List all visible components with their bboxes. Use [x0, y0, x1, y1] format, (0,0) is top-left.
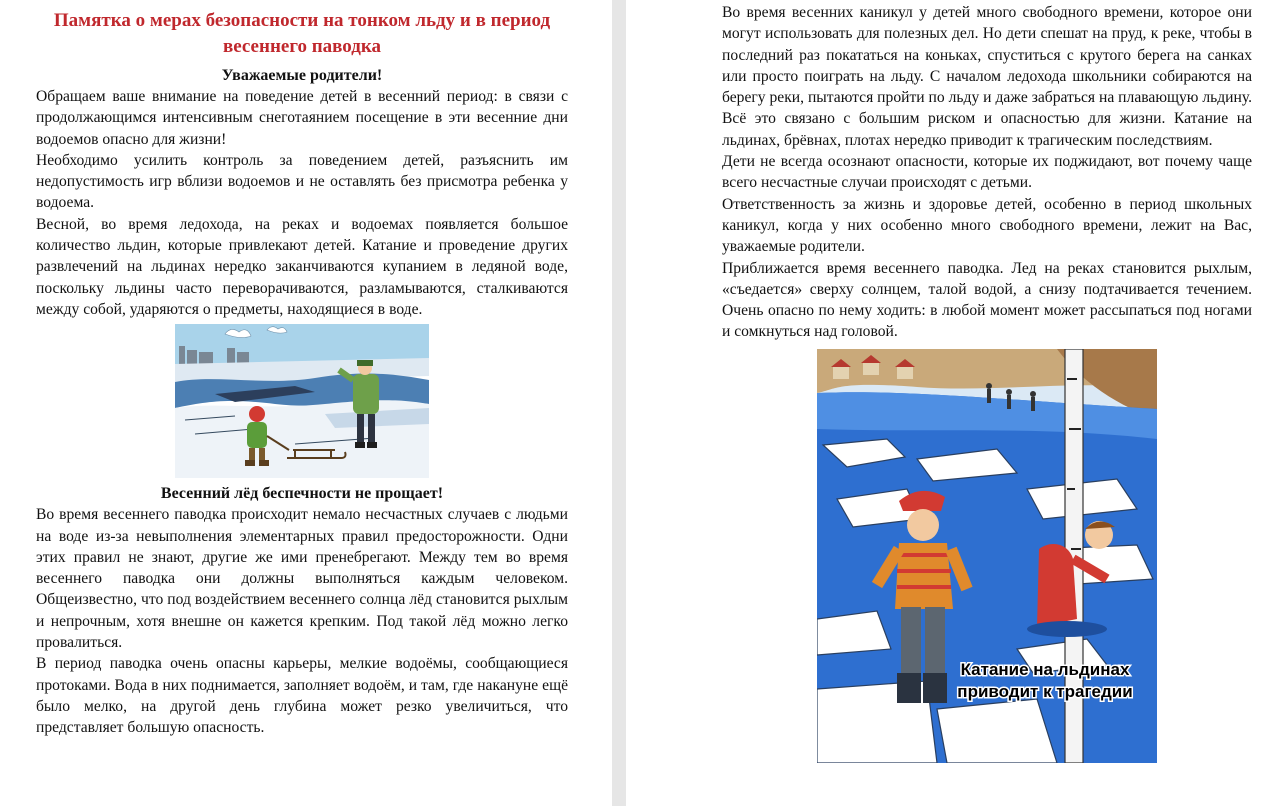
paragraph: Во время весеннего паводка происходит немало несчастных случаев с людьми на воде из-за невыполнения элементарных правил предосторожности. Одни этих правил не знают, другие же ими пренебрегают. Между тем во время весеннего паводка они должны выполняться каждым человеком. Общеизвестно, что под воздействием весеннего солнца лёд становится рыхлым и непрочным, хотя внешне он кажется крепким. Под такой лёд можно легко провалиться.: [36, 506, 568, 652]
paragraph: Приближается время весеннего паводка. Лед на реках становится рыхлым, «съедается» сверху солнцем, талой водой, а снизу подтачивается течением. Очень опасно по нему ходить: в любой момент может рассыпаться под ногами и сомкнуться над головой.: [722, 259, 1252, 341]
paragraph: Обращаем ваше внимание на поведение детей в весенний период: в связи с продолжающимся интенсивным снеготаянием посещение в эти весенние дни водоемов опасно для жизни!: [36, 88, 568, 148]
paragraph: Дети не всегда осознают опасности, которые их поджидают, вот почему чаще всего несчастные случаи происходят с детьми.: [722, 153, 1252, 192]
paragraph: Ответственность за жизнь и здоровье детей, особенно в период школьных каникул, когда у них особенно много свободного времени, лежит на Вас, уважаемые родители.: [722, 195, 1252, 256]
right-page: [626, 0, 1280, 806]
left-page: [0, 0, 612, 806]
ice-floe-danger-illustration: [817, 349, 1157, 763]
paragraph: Во время весенних каникул у детей много свободного времени, которое они могут использовать для полезных дел. Но дети спешат на пруд, к реке, чтобы в последний раз покататься на коньках, спуститься с крутого берега на санках или просто поиграть на льду. С началом ледохода школьники собираются на берегу реки, пытаются пройти по льду и даже забраться на плавающую льдину. Всё это связано с большим риском и опасностью для жизни. Катание на льдинах, брёвнах, плотах нередко приводит к трагическим последствиям.: [722, 4, 1252, 149]
paragraph: В период паводка очень опасны карьеры, мелкие водоёмы, сообщающиеся протоками. Вода в них поднимается, заполняет водоём, и там, где накануне ещё было мелко, на другой день глубина может резко увеличиться, что представляет большую опасность.: [36, 655, 568, 737]
paragraph: Необходимо усилить контроль за поведением детей, разъяснить им недопустимость игр вблизи водоемов и не оставлять без присмотра ребенка у водоема.: [36, 151, 568, 212]
illustration-caption-line-1: Катание на льдинах: [960, 659, 1130, 679]
paragraph: Весной, во время ледохода, на реках и водоемах появляется большое количество льдин, которые привлекают детей. Катание и проведение других развлечений на льдинах нередко заканчиваются купанием в ледяной воде, поскольку льдины часто переворачиваются, разламываются, сталкиваются между собой, ударяются о предметы, находящиеся в воде.: [36, 215, 568, 318]
illustration-caption-line-2: приводит к трагедии: [957, 681, 1133, 701]
page-title: Памятка о мерах безопасности на тонком льду и в период весеннего паводка: [53, 10, 551, 57]
children-on-ice-illustration: [175, 324, 429, 478]
greeting-heading: Уважаемые родители!: [221, 67, 383, 84]
section-heading: Весенний лёд беспечности не прощает!: [160, 485, 444, 503]
